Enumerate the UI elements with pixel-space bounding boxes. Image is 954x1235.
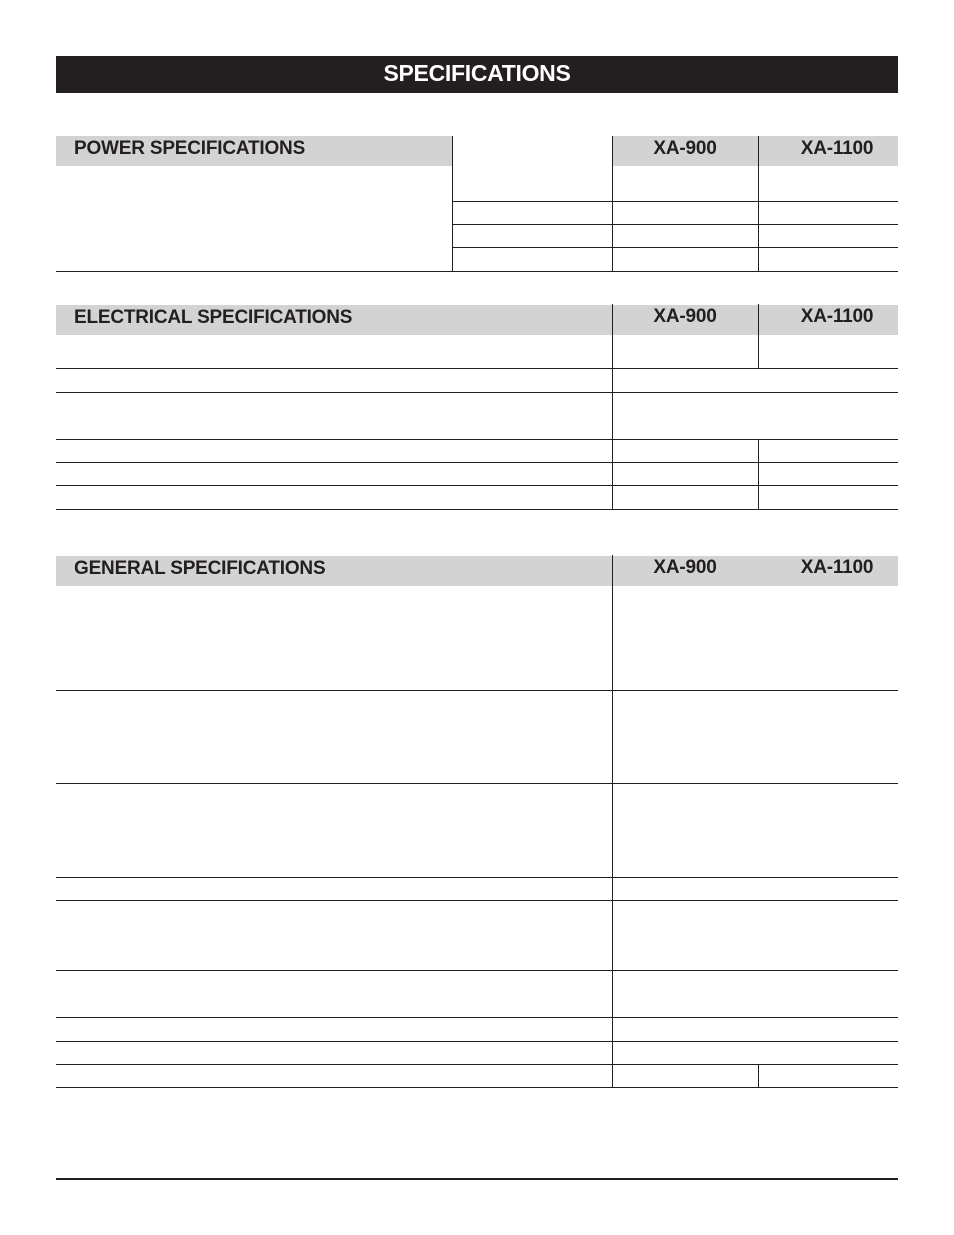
general-row-line: [56, 690, 898, 691]
general-divider: [612, 555, 613, 1087]
electrical-divider: [758, 304, 759, 368]
general-bottom-line: [56, 1087, 898, 1088]
electrical-row-line: [56, 485, 898, 486]
power-model-xa900: XA-900: [653, 138, 717, 159]
electrical-specifications-table: [56, 304, 898, 510]
electrical-row-line: [56, 392, 898, 393]
electrical-divider: [612, 304, 613, 509]
electrical-heading: ELECTRICAL SPECIFICATIONS: [74, 307, 353, 328]
general-row-line: [56, 970, 898, 971]
general-row-line: [56, 1064, 898, 1065]
power-divider: [758, 136, 759, 271]
electrical-row-line: [56, 462, 898, 463]
general-row-line: [56, 1041, 898, 1042]
general-model-xa1100: XA-1100: [800, 557, 874, 578]
power-bottom-line: [56, 271, 898, 272]
page-title: SPECIFICATIONS: [56, 56, 898, 93]
power-heading: POWER SPECIFICATIONS: [74, 138, 306, 159]
electrical-divider: [758, 439, 759, 509]
power-row-line: [452, 247, 898, 248]
footer-rule: [56, 1178, 898, 1180]
electrical-model-xa900: XA-900: [653, 306, 717, 327]
electrical-model-xa1100: XA-1100: [800, 306, 874, 327]
general-row-line: [56, 1017, 898, 1018]
electrical-row-line: [56, 439, 898, 440]
power-model-xa1100: XA-1100: [800, 138, 874, 159]
power-specifications-table: [56, 136, 898, 272]
general-model-xa900: XA-900: [653, 557, 717, 578]
power-divider: [612, 136, 613, 271]
general-row-line: [56, 783, 898, 784]
general-row-line: [56, 900, 898, 901]
general-heading: GENERAL SPECIFICATIONS: [74, 558, 326, 579]
power-divider: [452, 136, 453, 271]
electrical-row-line: [56, 368, 898, 369]
general-specifications-table: [56, 555, 898, 1088]
electrical-bottom-line: [56, 509, 898, 510]
power-row-line: [452, 224, 898, 225]
general-divider: [758, 1064, 759, 1087]
general-row-line: [56, 877, 898, 878]
power-row-line: [452, 201, 898, 202]
